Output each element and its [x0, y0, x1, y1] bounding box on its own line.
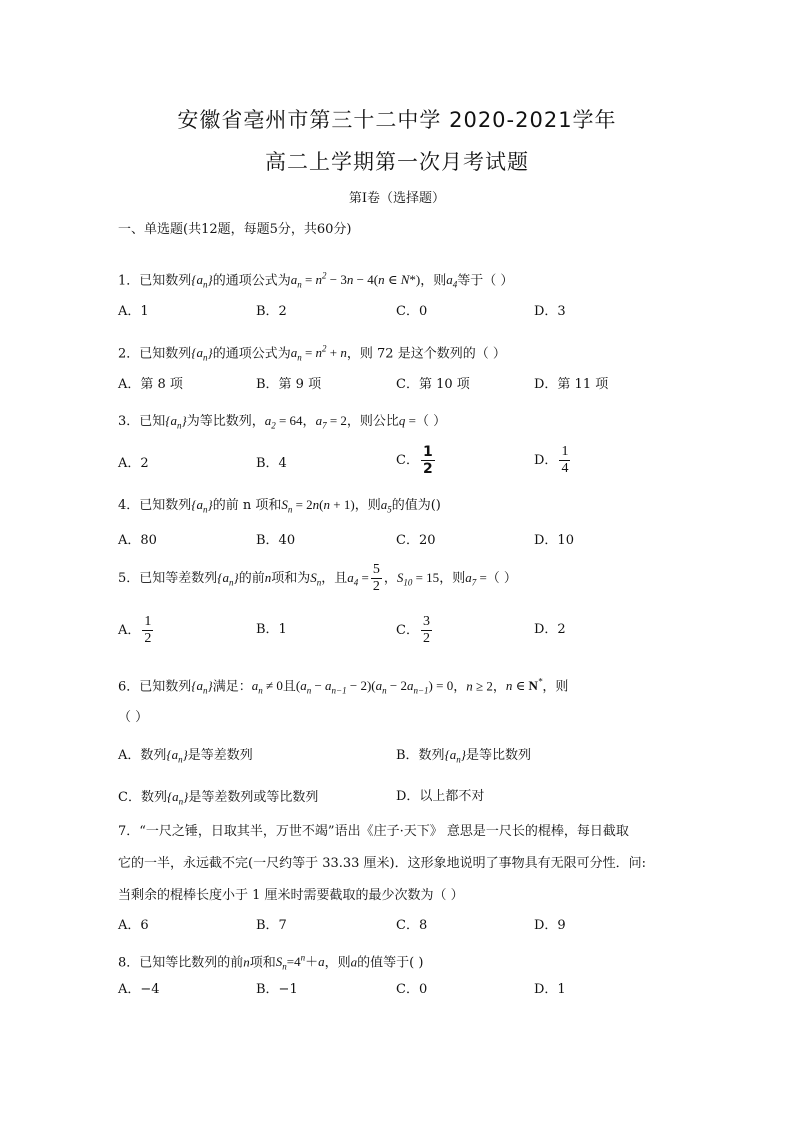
q5-option-d[interactable]: D．2: [534, 622, 566, 637]
section-heading: 一、单选题(共12题，每题5分，共60分): [118, 222, 352, 237]
q4-option-b[interactable]: B．40: [256, 533, 296, 548]
q5-option-a[interactable]: A． $\frac{1}{2}$: [118, 614, 152, 646]
q7-option-a[interactable]: A．6: [118, 918, 149, 933]
exam-title-line2: 高二上学期第一次月考试题: [265, 150, 529, 174]
q4-option-a[interactable]: A．80: [118, 533, 157, 548]
q5-option-c[interactable]: C． $\frac{3}{2}$: [396, 614, 430, 646]
question-4: 4．已知数列$\{a_n\}$的前 n 项和$S_n = 2n(n + 1)$，则$a_5$的值为(): [118, 497, 441, 515]
q6-option-a[interactable]: A．数列$\{a_n\}$是等差数列: [118, 747, 253, 765]
q1-option-d[interactable]: D．3: [534, 304, 566, 319]
q5-option-b[interactable]: B．1: [256, 622, 287, 637]
q8-option-b[interactable]: B．−1: [256, 982, 298, 997]
volume-label: 第Ⅰ卷（选择题）: [348, 191, 446, 206]
question-7-line-3: 当剩余的棍棒长度小于 1 厘米时需要截取的最少次数为（ ）: [118, 888, 464, 903]
q8-option-a[interactable]: A．−4: [118, 982, 160, 997]
question-2: 2．已知数列$\{a_n\}$的通项公式为$a_n = n^2 + n$，则 72 是这个数列的（ ）: [118, 344, 506, 363]
q6-option-c[interactable]: C．数列$\{a_n\}$是等差数列或等比数列: [118, 789, 319, 807]
question-7-line-1: 7．“一尺之锤，日取其半，万世不竭”语出《庄子·天下》 意思是一尺长的棍棒，每日截取: [118, 824, 629, 839]
q3-option-a[interactable]: A．2: [118, 456, 149, 471]
q2-option-a[interactable]: A．第 8 项: [118, 377, 183, 392]
q4-option-d[interactable]: D．10: [534, 533, 574, 548]
q3-option-c[interactable]: C． $\frac{1}{2}$: [396, 444, 433, 477]
exam-title-line1: 安徽省亳州市第三十二中学 2020-2021学年: [177, 108, 617, 132]
q2-option-c[interactable]: C．第 10 项: [396, 377, 470, 392]
question-5: 5．已知等差数列$\{a_n\}$的前n项和为$S_n$，且$a_4$ = $\frac{5}{2}$ ，$S_{10} = 15$，则$a_7$ =（ ）: [118, 562, 517, 594]
q2-option-d[interactable]: D．第 11 项: [534, 377, 609, 392]
q1-option-b[interactable]: B．2: [256, 304, 287, 319]
q6-option-d[interactable]: D．以上都不对: [396, 789, 485, 804]
q6-option-b[interactable]: B．数列$\{a_n\}$是等比数列: [396, 747, 531, 765]
q8-option-d[interactable]: D．1: [534, 982, 566, 997]
question-3: 3．已知$\{a_n\}$为等比数列，$a_2 = 64$，$a_7 = 2$，则公比q =（ ）: [118, 413, 447, 431]
q4-option-c[interactable]: C．20: [396, 533, 436, 548]
q7-option-c[interactable]: C．8: [396, 918, 428, 933]
q3-option-d[interactable]: D． $\frac{1}{4}$: [534, 444, 569, 476]
question-6-answer-bracket: （ ）: [118, 710, 149, 725]
q2-option-b[interactable]: B．第 9 项: [256, 377, 322, 392]
q1-option-a[interactable]: A．1: [118, 304, 149, 319]
question-1: 1．已知数列$\{a_n\}$的通项公式为$a_n = n^2 - 3n - 4(n$ ∈ N*)，则$a_4$等于（ ）: [118, 271, 514, 290]
question-8: 8．已知等比数列的前n项和$S_n=4^n+a$，则a的值等于( ): [118, 953, 424, 972]
question-6: 6．已知数列$\{a_n\}$满足：$a_n \ne 0$且$(a_n - a_{n-1} - 2)(a_n - 2a_{n-1}) = 0$，n ≥ 2，n ∈ N*，则: [118, 677, 569, 696]
question-7-line-2: 它的一半，永远截不完(一尺约等于 33.33 厘米)．这形象地说明了事物具有无限可分性．问:: [118, 856, 647, 871]
q8-option-c[interactable]: C．0: [396, 982, 428, 997]
q7-option-b[interactable]: B．7: [256, 918, 287, 933]
q3-option-b[interactable]: B．4: [256, 456, 287, 471]
q7-option-d[interactable]: D．9: [534, 918, 566, 933]
q1-option-c[interactable]: C．0: [396, 304, 428, 319]
